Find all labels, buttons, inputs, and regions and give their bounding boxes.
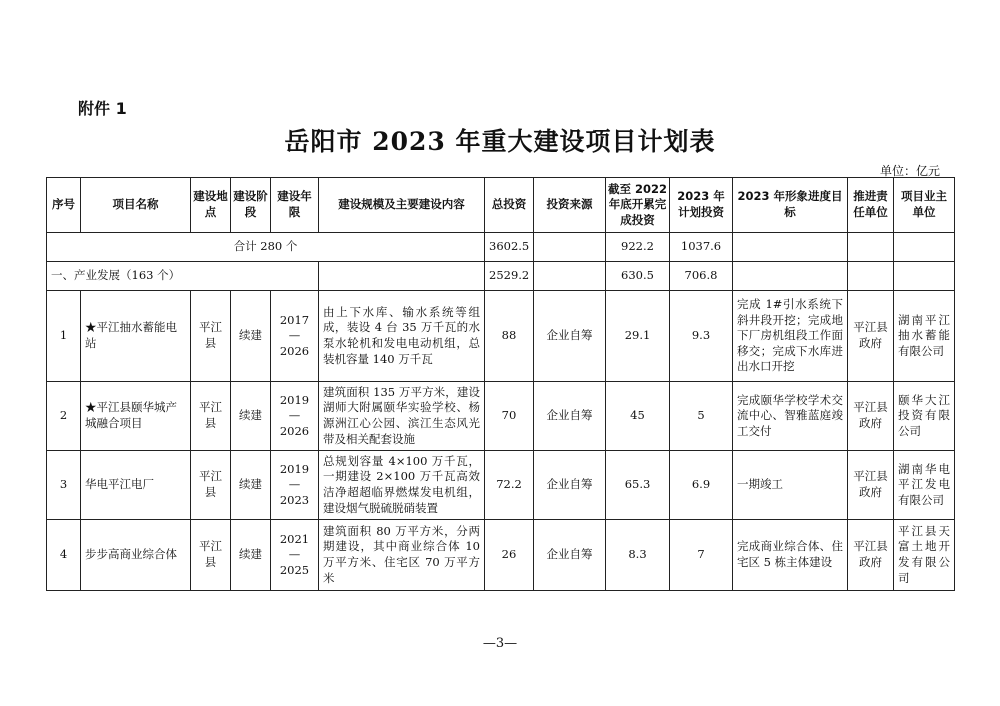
header-seq: 序号 [47, 178, 81, 233]
row-cumulative: 65.3 [606, 451, 670, 520]
row-responsible: 平江县政府 [848, 382, 894, 451]
attachment-label: 附件 1 [78, 99, 127, 118]
row-period: 2017—2026 [271, 291, 319, 382]
row-seq: 4 [47, 520, 81, 591]
row-responsible: 平江县政府 [848, 451, 894, 520]
row-owner: 湖南平江抽水蓄能有限公司 [894, 291, 955, 382]
summary-responsible [848, 233, 894, 262]
row-plan2023: 9.3 [670, 291, 733, 382]
table-row [47, 382, 955, 451]
category-plan2023: 706.8 [670, 262, 733, 291]
row-seq: 3 [47, 451, 81, 520]
row-stage: 续建 [231, 291, 271, 382]
row-content: 总规划容量 4×100 万千瓦，一期建设 2×100 万千瓦高效洁净超超临界燃煤发电机组，建设烟气脱硫脱硝装置 [319, 451, 485, 520]
row-total: 88 [485, 291, 534, 382]
row-period: 2019—2023 [271, 451, 319, 520]
header-content: 建设规模及主要建设内容 [319, 178, 485, 233]
category-total: 2529.2 [485, 262, 534, 291]
row-location: 平江县 [191, 291, 231, 382]
document-title: 岳阳市 2023 年重大建设项目计划表 [284, 127, 716, 156]
row-cumulative: 29.1 [606, 291, 670, 382]
row-target: 完成 1#引水系统下斜井段开挖；完成地下厂房机组段工作面移交；完成下水库进出水口开挖 [733, 291, 848, 382]
row-plan2023: 5 [670, 382, 733, 451]
row-name: 华电平江电厂 [81, 451, 191, 520]
row-seq: 2 [47, 382, 81, 451]
row-plan2023: 7 [670, 520, 733, 591]
row-total: 70 [485, 382, 534, 451]
row-source: 企业自筹 [534, 291, 606, 382]
category-row [47, 262, 955, 291]
row-stage: 续建 [231, 382, 271, 451]
category-content [319, 262, 485, 291]
row-owner: 颐华大江投资有限公司 [894, 382, 955, 451]
header-period: 建设年限 [271, 178, 319, 233]
row-stage: 续建 [231, 451, 271, 520]
row-source: 企业自筹 [534, 382, 606, 451]
summary-source [534, 233, 606, 262]
category-owner [894, 262, 955, 291]
category-source [534, 262, 606, 291]
category-target [733, 262, 848, 291]
row-source: 企业自筹 [534, 520, 606, 591]
row-content: 建筑面积 135 万平方米，建设湖师大附属颐华实验学校、杨源洲江心公园、滨江生态风光带及相关配套设施 [319, 382, 485, 451]
row-location: 平江县 [191, 451, 231, 520]
row-target: 一期竣工 [733, 451, 848, 520]
summary-plan2023: 1037.6 [670, 233, 733, 262]
row-responsible: 平江县政府 [848, 291, 894, 382]
header-cumulative: 截至 2022 年底开累完成投资 [606, 178, 670, 233]
category-cumulative: 630.5 [606, 262, 670, 291]
header-target: 2023 年形象进度目标 [733, 178, 848, 233]
row-name: ★平江县颐华城产城融合项目 [81, 382, 191, 451]
row-owner: 平江县天富土地开发有限公司 [894, 520, 955, 591]
project-plan-table [46, 177, 955, 591]
table-row [47, 451, 955, 520]
category-responsible [848, 262, 894, 291]
row-plan2023: 6.9 [670, 451, 733, 520]
row-owner: 湖南华电平江发电有限公司 [894, 451, 955, 520]
row-target: 完成商业综合体、住宅区 5 栋主体建设 [733, 520, 848, 591]
row-content: 建筑面积 80 万平方米，分两期建设，其中商业综合体 10 万平方米、住宅区 70 万平方米 [319, 520, 485, 591]
row-name: 步步高商业综合体 [81, 520, 191, 591]
row-seq: 1 [47, 291, 81, 382]
row-cumulative: 8.3 [606, 520, 670, 591]
row-content: 由上下水库、输水系统等组成，装设 4 台 35 万千瓦的水泵水轮机和发电电动机组，总装机容量 140 万千瓦 [319, 291, 485, 382]
row-location: 平江县 [191, 382, 231, 451]
row-source: 企业自筹 [534, 451, 606, 520]
summary-cumulative: 922.2 [606, 233, 670, 262]
row-total: 26 [485, 520, 534, 591]
category-label: 一、产业发展（163 个） [47, 262, 319, 291]
row-cumulative: 45 [606, 382, 670, 451]
header-stage: 建设阶段 [231, 178, 271, 233]
summary-owner [894, 233, 955, 262]
table-row [47, 520, 955, 591]
row-period: 2019—2026 [271, 382, 319, 451]
summary-label: 合计 280 个 [47, 233, 485, 262]
row-total: 72.2 [485, 451, 534, 520]
header-owner: 项目业主单位 [894, 178, 955, 233]
summary-target [733, 233, 848, 262]
row-responsible: 平江县政府 [848, 520, 894, 591]
header-row [47, 178, 955, 233]
page-number: —3— [482, 636, 518, 651]
row-name: ★平江抽水蓄能电站 [81, 291, 191, 382]
table-row [47, 291, 955, 382]
header-location: 建设地点 [191, 178, 231, 233]
summary-total: 3602.5 [485, 233, 534, 262]
header-name: 项目名称 [81, 178, 191, 233]
header-responsible: 推进责任单位 [848, 178, 894, 233]
row-location: 平江县 [191, 520, 231, 591]
header-total: 总投资 [485, 178, 534, 233]
summary-row [47, 233, 955, 262]
row-period: 2021—2025 [271, 520, 319, 591]
unit-label: 单位：亿元 [879, 164, 940, 178]
row-stage: 续建 [231, 520, 271, 591]
row-target: 完成颐华学校学术交流中心、智雅蓝庭竣工交付 [733, 382, 848, 451]
header-plan2023: 2023 年计划投资 [670, 178, 733, 233]
header-source: 投资来源 [534, 178, 606, 233]
